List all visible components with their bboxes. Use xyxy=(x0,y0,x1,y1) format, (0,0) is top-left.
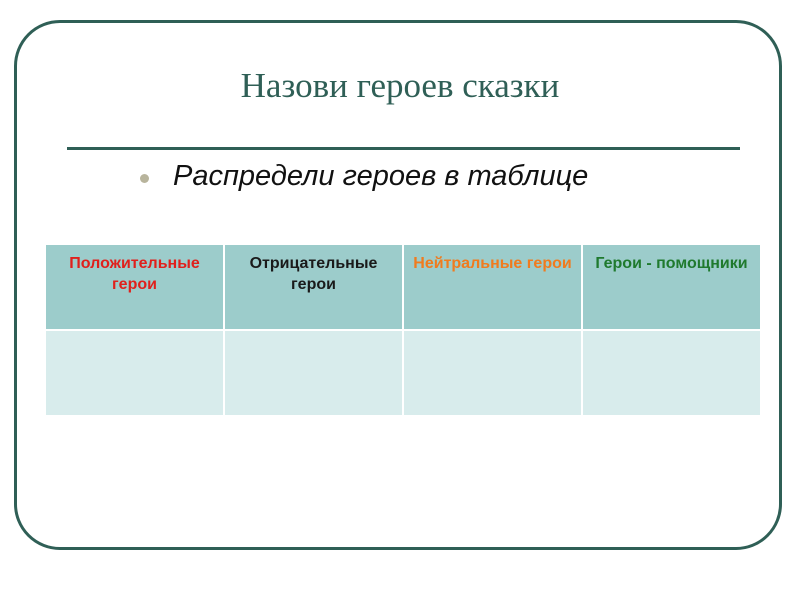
title-divider xyxy=(67,147,740,150)
bullet-text: Распредели героев в таблице xyxy=(173,159,589,192)
table-row xyxy=(45,330,761,416)
table-cell[interactable] xyxy=(403,330,582,416)
bullet-item xyxy=(140,156,588,196)
header-negative-heroes xyxy=(224,244,403,330)
header-label: Отрицательные герои xyxy=(249,255,378,293)
table-cell[interactable] xyxy=(224,330,403,416)
header-neutral-heroes xyxy=(403,244,582,330)
table-cell[interactable] xyxy=(45,330,224,416)
header-label: Герои - помощники xyxy=(595,255,748,272)
header-label: Нейтральные герои xyxy=(413,255,572,272)
header-label: Положительные герои xyxy=(69,255,200,293)
header-positive-heroes xyxy=(45,244,224,330)
bullet-dot-icon xyxy=(140,174,149,183)
slide-title: Назови героев сказки xyxy=(240,66,560,105)
heroes-table xyxy=(44,243,762,417)
table-header-row xyxy=(45,244,761,330)
header-helper-heroes xyxy=(582,244,761,330)
table-cell[interactable] xyxy=(582,330,761,416)
